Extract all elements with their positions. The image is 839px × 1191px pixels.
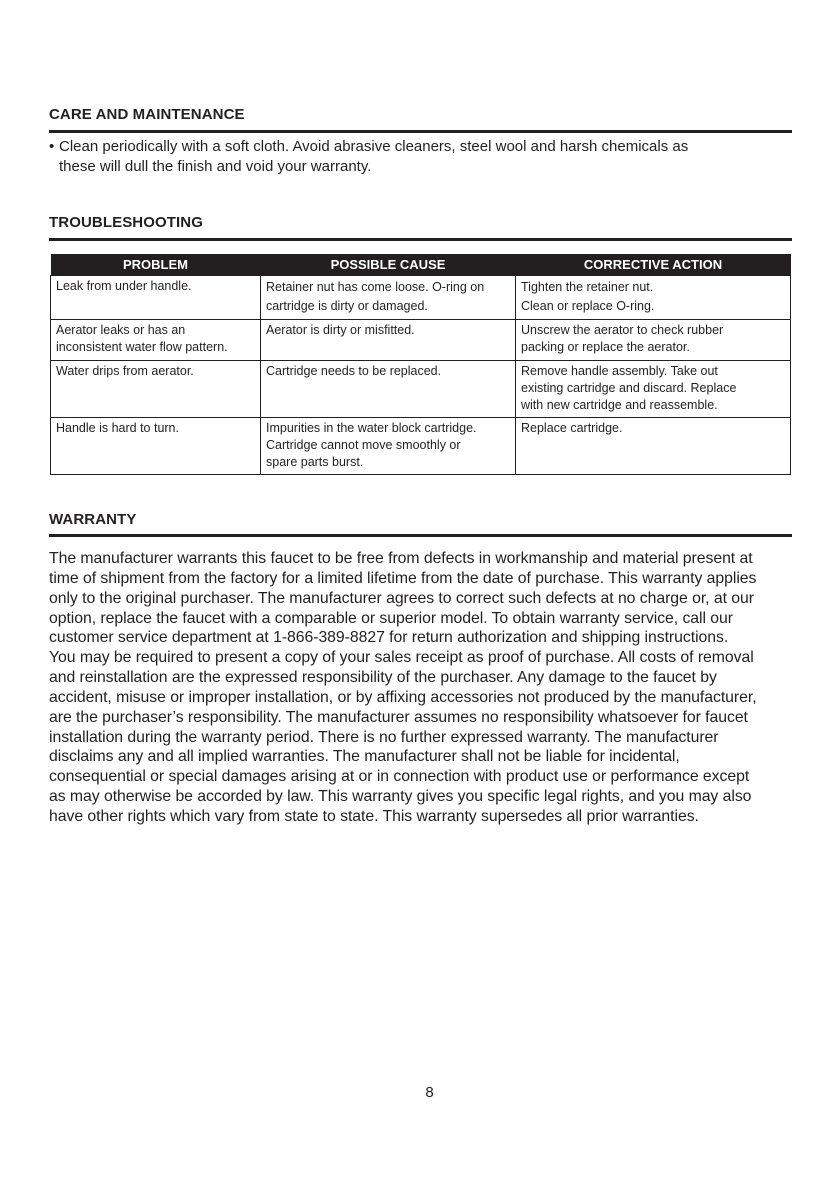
problem-cell	[51, 418, 261, 475]
cause-cell	[261, 320, 516, 361]
action-cell	[516, 418, 791, 475]
care-maintenance-heading: CARE AND MAINTENANCE	[49, 106, 245, 123]
action-cell	[516, 320, 791, 361]
cell-text: Impurities in the water block cartridge.	[266, 421, 477, 435]
cell-text: Water drips from aerator.	[56, 364, 194, 378]
warranty-line: disclaims any and all implied warranties. The manufacturer shall not be liable for incidental,	[49, 748, 680, 766]
cell-text: Retainer nut has come loose. O-ring on	[266, 280, 485, 294]
cell-text: Tighten the retainer nut.	[521, 280, 654, 294]
table-row	[51, 276, 791, 320]
header-problem: PROBLEM	[51, 254, 261, 276]
care-heading-rule	[49, 130, 792, 133]
warranty-line: have other rights which vary from state to state. This warranty supersedes all prior warranties.	[49, 807, 699, 825]
warranty-line: consequential or special damages arising at or in connection with product use or performance except	[49, 768, 750, 786]
problem-cell	[51, 320, 261, 361]
cell-text: Remove handle assembly. Take out	[521, 364, 718, 378]
cell-text: packing or replace the aerator.	[521, 340, 690, 354]
warranty-line: You may be required to present a copy of your sales receipt as proof of purchase. All costs of removal	[49, 649, 754, 667]
action-cell	[516, 361, 791, 418]
warranty-line: installation during the warranty period. There is no further expressed warranty. The manufacturer	[49, 728, 719, 746]
warranty-line: customer service department at 1-866-389-8827 for return authorization and shipping instructions.	[49, 629, 729, 647]
warranty-heading-rule	[49, 534, 792, 537]
warranty-line: and reinstallation are the expressed responsibility of the purchaser. Any damage to the faucet by	[49, 669, 717, 687]
cell-text: Cartridge cannot move smoothly or	[266, 438, 461, 452]
warranty-line: only to the original purchaser. The manufacturer agrees to correct such defects at no charge or, at our	[49, 589, 754, 607]
cell-text: spare parts burst.	[266, 455, 364, 469]
warranty-line: are the purchaser’s responsibility. The manufacturer assumes no responsibility whatsoever for faucet	[49, 708, 748, 726]
table-row	[51, 320, 791, 361]
care-line-1	[49, 137, 779, 157]
cell-text: existing cartridge and discard. Replace	[521, 381, 737, 395]
page-number: 8	[425, 1084, 434, 1101]
care-instructions	[49, 137, 779, 177]
warranty-line: option, replace the faucet with a comparable or superior model. To obtain warranty service, call our	[49, 609, 733, 627]
troubleshooting-heading-rule	[49, 238, 792, 241]
cell-text: Handle is hard to turn.	[56, 421, 179, 435]
warranty-line: as may otherwise be accorded by law. This warranty gives you specific legal rights, and you may also	[49, 788, 752, 806]
action-cell	[516, 276, 791, 320]
cause-cell	[261, 361, 516, 418]
header-possible-cause: POSSIBLE CAUSE	[261, 254, 516, 276]
cell-text: Clean or replace O-ring.	[521, 299, 655, 313]
bullet-glyph: •	[49, 138, 55, 155]
troubleshooting-table	[50, 254, 791, 475]
cell-text: Aerator leaks or has an	[56, 323, 186, 337]
cell-text: with new cartridge and reassemble.	[521, 398, 718, 412]
care-line-2: these will dull the finish and void your warranty.	[59, 158, 372, 175]
problem-cell	[51, 276, 261, 320]
cause-cell	[261, 418, 516, 475]
problem-cell	[51, 361, 261, 418]
table-row	[51, 361, 791, 418]
table-row	[51, 418, 791, 475]
cell-text: cartridge is dirty or damaged.	[266, 299, 428, 313]
cell-text: Aerator is dirty or misfitted.	[266, 323, 415, 337]
cell-text: Unscrew the aerator to check rubber	[521, 323, 724, 337]
warranty-heading: WARRANTY	[49, 511, 137, 528]
cell-text: inconsistent water flow pattern.	[56, 340, 228, 354]
cell-text: Replace cartridge.	[521, 421, 623, 435]
warranty-paragraph	[49, 549, 794, 827]
care-line-1-text: Clean periodically with a soft cloth. Avoid abrasive cleaners, steel wool and harsh chemicals as	[59, 138, 689, 155]
warranty-line: time of shipment from the factory for a limited lifetime from the date of purchase. This warranty applies	[49, 569, 757, 587]
cell-text: Leak from under handle.	[56, 279, 192, 293]
troubleshooting-heading: TROUBLESHOOTING	[49, 214, 203, 231]
header-corrective-action: CORRECTIVE ACTION	[516, 254, 791, 276]
table-header-row	[51, 254, 791, 276]
cause-cell	[261, 276, 516, 320]
warranty-line: accident, misuse or improper installation, or by affixing accessories not produced by the manufacturer,	[49, 688, 757, 706]
warranty-line: The manufacturer warrants this faucet to be free from defects in workmanship and material present at	[49, 550, 753, 567]
cell-text: Cartridge needs to be replaced.	[266, 364, 442, 378]
